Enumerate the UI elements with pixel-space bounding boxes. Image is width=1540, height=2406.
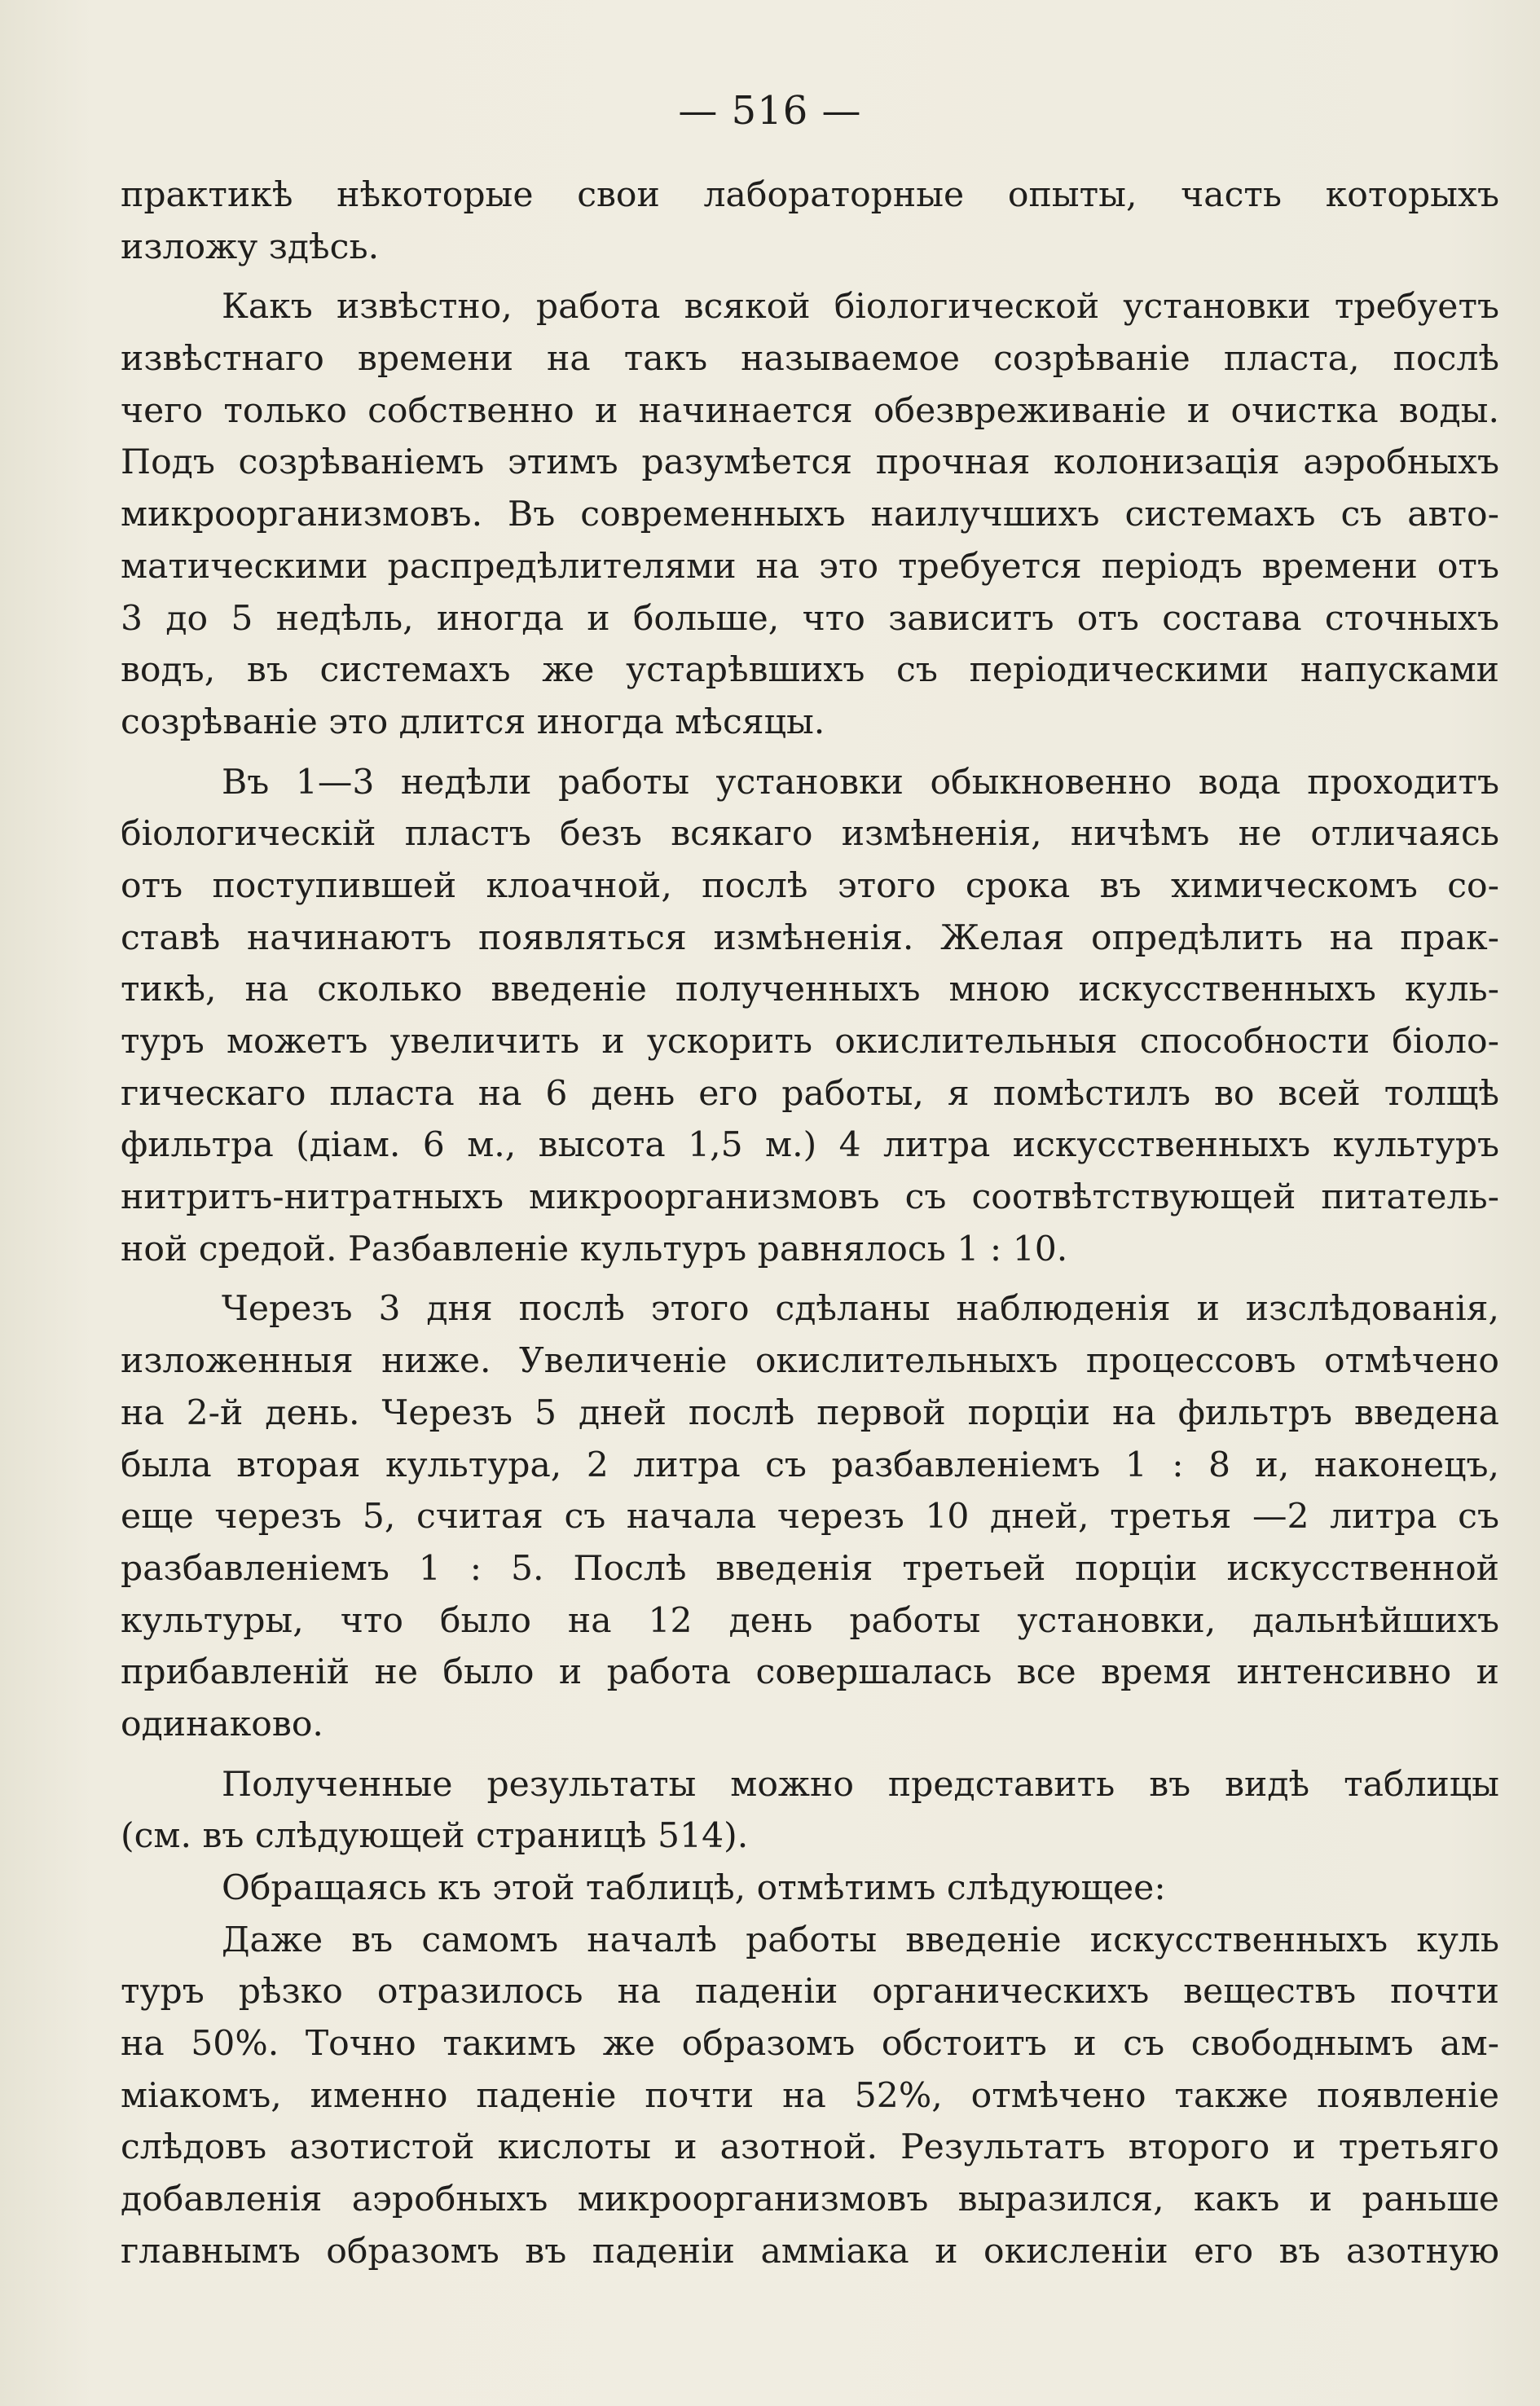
text-line: практикѣ нѣкоторые свои лабораторные опыты, часть которыхъ [121, 175, 1499, 215]
text-line: ставѣ начинаютъ появляться измѣненія. Желая опредѣлить на прак- [121, 917, 1499, 958]
paragraph [121, 1915, 1499, 2278]
text-line: Въ 1—3 недѣли работы установки обыкновенно вода проходитъ [222, 762, 1499, 803]
text-line: ной средой. Разбавленіе культуръ равнялось 1 : 10. [121, 1229, 1068, 1269]
text-line: 3 до 5 недѣль, иногда и больше, что зависитъ отъ состава сточныхъ [121, 598, 1499, 639]
text-line: матическими распредѣлителями на это требуется періодъ времени отъ [121, 546, 1499, 587]
text-line: туръ можетъ увеличить и ускорить окислительныя способности біоло- [121, 1022, 1499, 1062]
text-line: гическаго пласта на 6 день его работы, я помѣстилъ во всей толщѣ [121, 1073, 1499, 1114]
paragraph [121, 1863, 1499, 1915]
paragraph [121, 281, 1499, 748]
text-line: Черезъ 3 дня послѣ этого сдѣланы наблюденія и изслѣдованія, [222, 1289, 1499, 1330]
text-line: на 2-й день. Черезъ 5 дней послѣ первой порціи на фильтръ введена [121, 1392, 1499, 1433]
text-line: Полученные результаты можно представить въ видѣ таблицы [222, 1764, 1499, 1805]
text-line: Даже въ самомъ началѣ работы введеніе искусственныхъ куль [222, 1920, 1499, 1960]
text-line: отъ поступившей клоачной, послѣ этого срока въ химическомъ со- [121, 865, 1499, 906]
text-line: біологическій пластъ безъ всякаго измѣненія, ничѣмъ не отличаясь [121, 814, 1499, 855]
text-line: микроорганизмовъ. Въ современныхъ наилучшихъ системахъ съ авто- [121, 495, 1499, 535]
text-line: разбавленіемъ 1 : 5. Послѣ введенія третьей порціи искусственной [121, 1548, 1499, 1589]
text-line: Обращаясь къ этой таблицѣ, отмѣтимъ слѣдующее: [222, 1868, 1166, 1908]
text-line: слѣдовъ азотистой кислоты и азотной. Результатъ второго и третьяго [121, 2127, 1499, 2168]
text-line: нитритъ-нитратныхъ микроорганизмовъ съ соотвѣтствующей питатель- [121, 1177, 1499, 1218]
text-line: чего только собственно и начинается обезвреживаніе и очистка воды. [121, 390, 1499, 431]
text-line: прибавленій не было и работа совершалась все время интенсивно и [121, 1652, 1499, 1693]
text-line: еще черезъ 5, считая съ начала черезъ 10 дней, третья —2 литра съ [121, 1497, 1499, 1537]
text-line: туръ рѣзко отразилось на паденіи органическихъ веществъ почти [121, 1972, 1499, 2012]
text-line: тикѣ, на сколько введеніе полученныхъ мною искусственныхъ куль- [121, 970, 1499, 1010]
text-line: извѣстнаго времени на такъ называемое созрѣваніе пласта, послѣ [121, 339, 1499, 380]
page-number: — 516 — [678, 88, 862, 134]
paragraph [121, 169, 1499, 273]
text-line: главнымъ образомъ въ паденіи амміака и окисленіи его въ азотную [121, 2231, 1499, 2272]
paragraph [121, 1759, 1499, 1863]
text-line: созрѣваніе это длится иногда мѣсяцы. [121, 702, 825, 742]
text-line: (см. въ слѣдующей страницѣ 514). [121, 1816, 749, 1857]
text-line: была вторая культура, 2 литра съ разбавленіемъ 1 : 8 и, наконецъ, [121, 1445, 1499, 1485]
text-line: изложу здѣсь. [121, 227, 380, 267]
text-line: одинаково. [121, 1704, 323, 1744]
text-line: фильтра (діам. 6 м., высота 1,5 м.) 4 литра искусственныхъ культуръ [121, 1125, 1499, 1166]
text-line: культуры, что было на 12 день работы установки, дальнѣйшихъ [121, 1600, 1499, 1641]
text-line: изложенныя ниже. Увеличеніе окислительныхъ процессовъ отмѣчено [121, 1341, 1499, 1382]
text-line: Какъ извѣстно, работа всякой біологической установки требуетъ [222, 287, 1499, 328]
text-body [121, 169, 1499, 2278]
paragraph [121, 757, 1499, 1276]
paragraph [121, 1283, 1499, 1750]
text-line: водъ, въ системахъ же устарѣвшихъ съ періодическими напусками [121, 650, 1499, 691]
text-line: на 50%. Точно такимъ же образомъ обстоитъ и съ свободнымъ ам- [121, 2024, 1499, 2065]
text-line: міакомъ, именно паденіе почти на 52%, отмѣчено также появленіе [121, 2075, 1499, 2116]
text-line: добавленія аэробныхъ микроорганизмовъ выразился, какъ и раньше [121, 2179, 1499, 2220]
text-line: Подъ созрѣваніемъ этимъ разумѣется прочная колонизація аэробныхъ [121, 442, 1499, 483]
